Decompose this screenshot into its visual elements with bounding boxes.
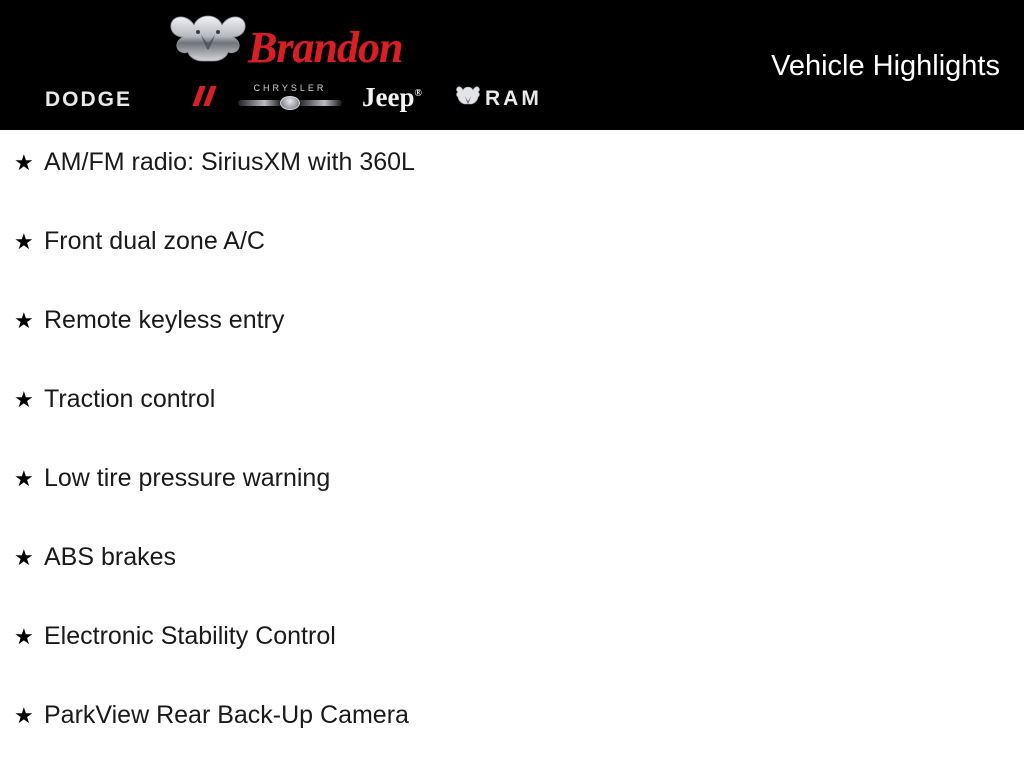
list-item (0, 387, 1024, 466)
dealer-name: Brandon (248, 23, 403, 72)
star-icon: ★ (14, 387, 34, 412)
star-icon: ★ (14, 624, 34, 649)
marque-jeep (362, 82, 422, 113)
highlights-list (0, 130, 1024, 768)
marque-ram (455, 85, 573, 113)
ram-head-emblem-icon (165, 12, 251, 70)
list-item-label: Front dual zone A/C (44, 227, 265, 255)
marque-chrysler-label: CHRYSLER (253, 83, 327, 93)
list-item-label: Traction control (44, 385, 216, 413)
star-icon: ★ (14, 703, 34, 728)
list-item (0, 466, 1024, 545)
star-icon: ★ (14, 150, 34, 175)
list-item-label: ParkView Rear Back-Up Camera (44, 701, 409, 729)
page-title: Vehicle Highlights (771, 50, 1000, 82)
list-item-label: Low tire pressure warning (44, 464, 331, 492)
star-icon: ★ (14, 229, 34, 254)
list-item (0, 545, 1024, 624)
marque-jeep-label: Jeep (362, 82, 415, 112)
star-icon: ★ (14, 308, 34, 333)
list-item-label: Electronic Stability Control (44, 622, 336, 650)
list-item (0, 703, 1024, 768)
list-item (0, 229, 1024, 308)
list-item-label: ABS brakes (44, 543, 177, 571)
marque-chrysler (230, 82, 350, 116)
marque-dodge: DODGE (45, 88, 133, 111)
dealer-header (0, 0, 1024, 130)
registered-mark-icon: ® (414, 88, 422, 99)
ram-head-icon (455, 85, 481, 111)
list-item-label: AM/FM radio: SiriusXM with 360L (44, 148, 415, 176)
list-item-label: Remote keyless entry (44, 306, 285, 334)
star-icon: ★ (14, 466, 34, 491)
list-item (0, 308, 1024, 387)
list-item (0, 150, 1024, 229)
list-item (0, 624, 1024, 703)
highlights-section (0, 130, 1024, 768)
dealer-logo (40, 8, 542, 122)
marque-ram-label: RAM (485, 87, 542, 110)
dodge-slash-icon (192, 86, 222, 106)
chrysler-wings-icon (238, 96, 342, 110)
star-icon: ★ (14, 545, 34, 570)
marque-row (40, 80, 542, 120)
